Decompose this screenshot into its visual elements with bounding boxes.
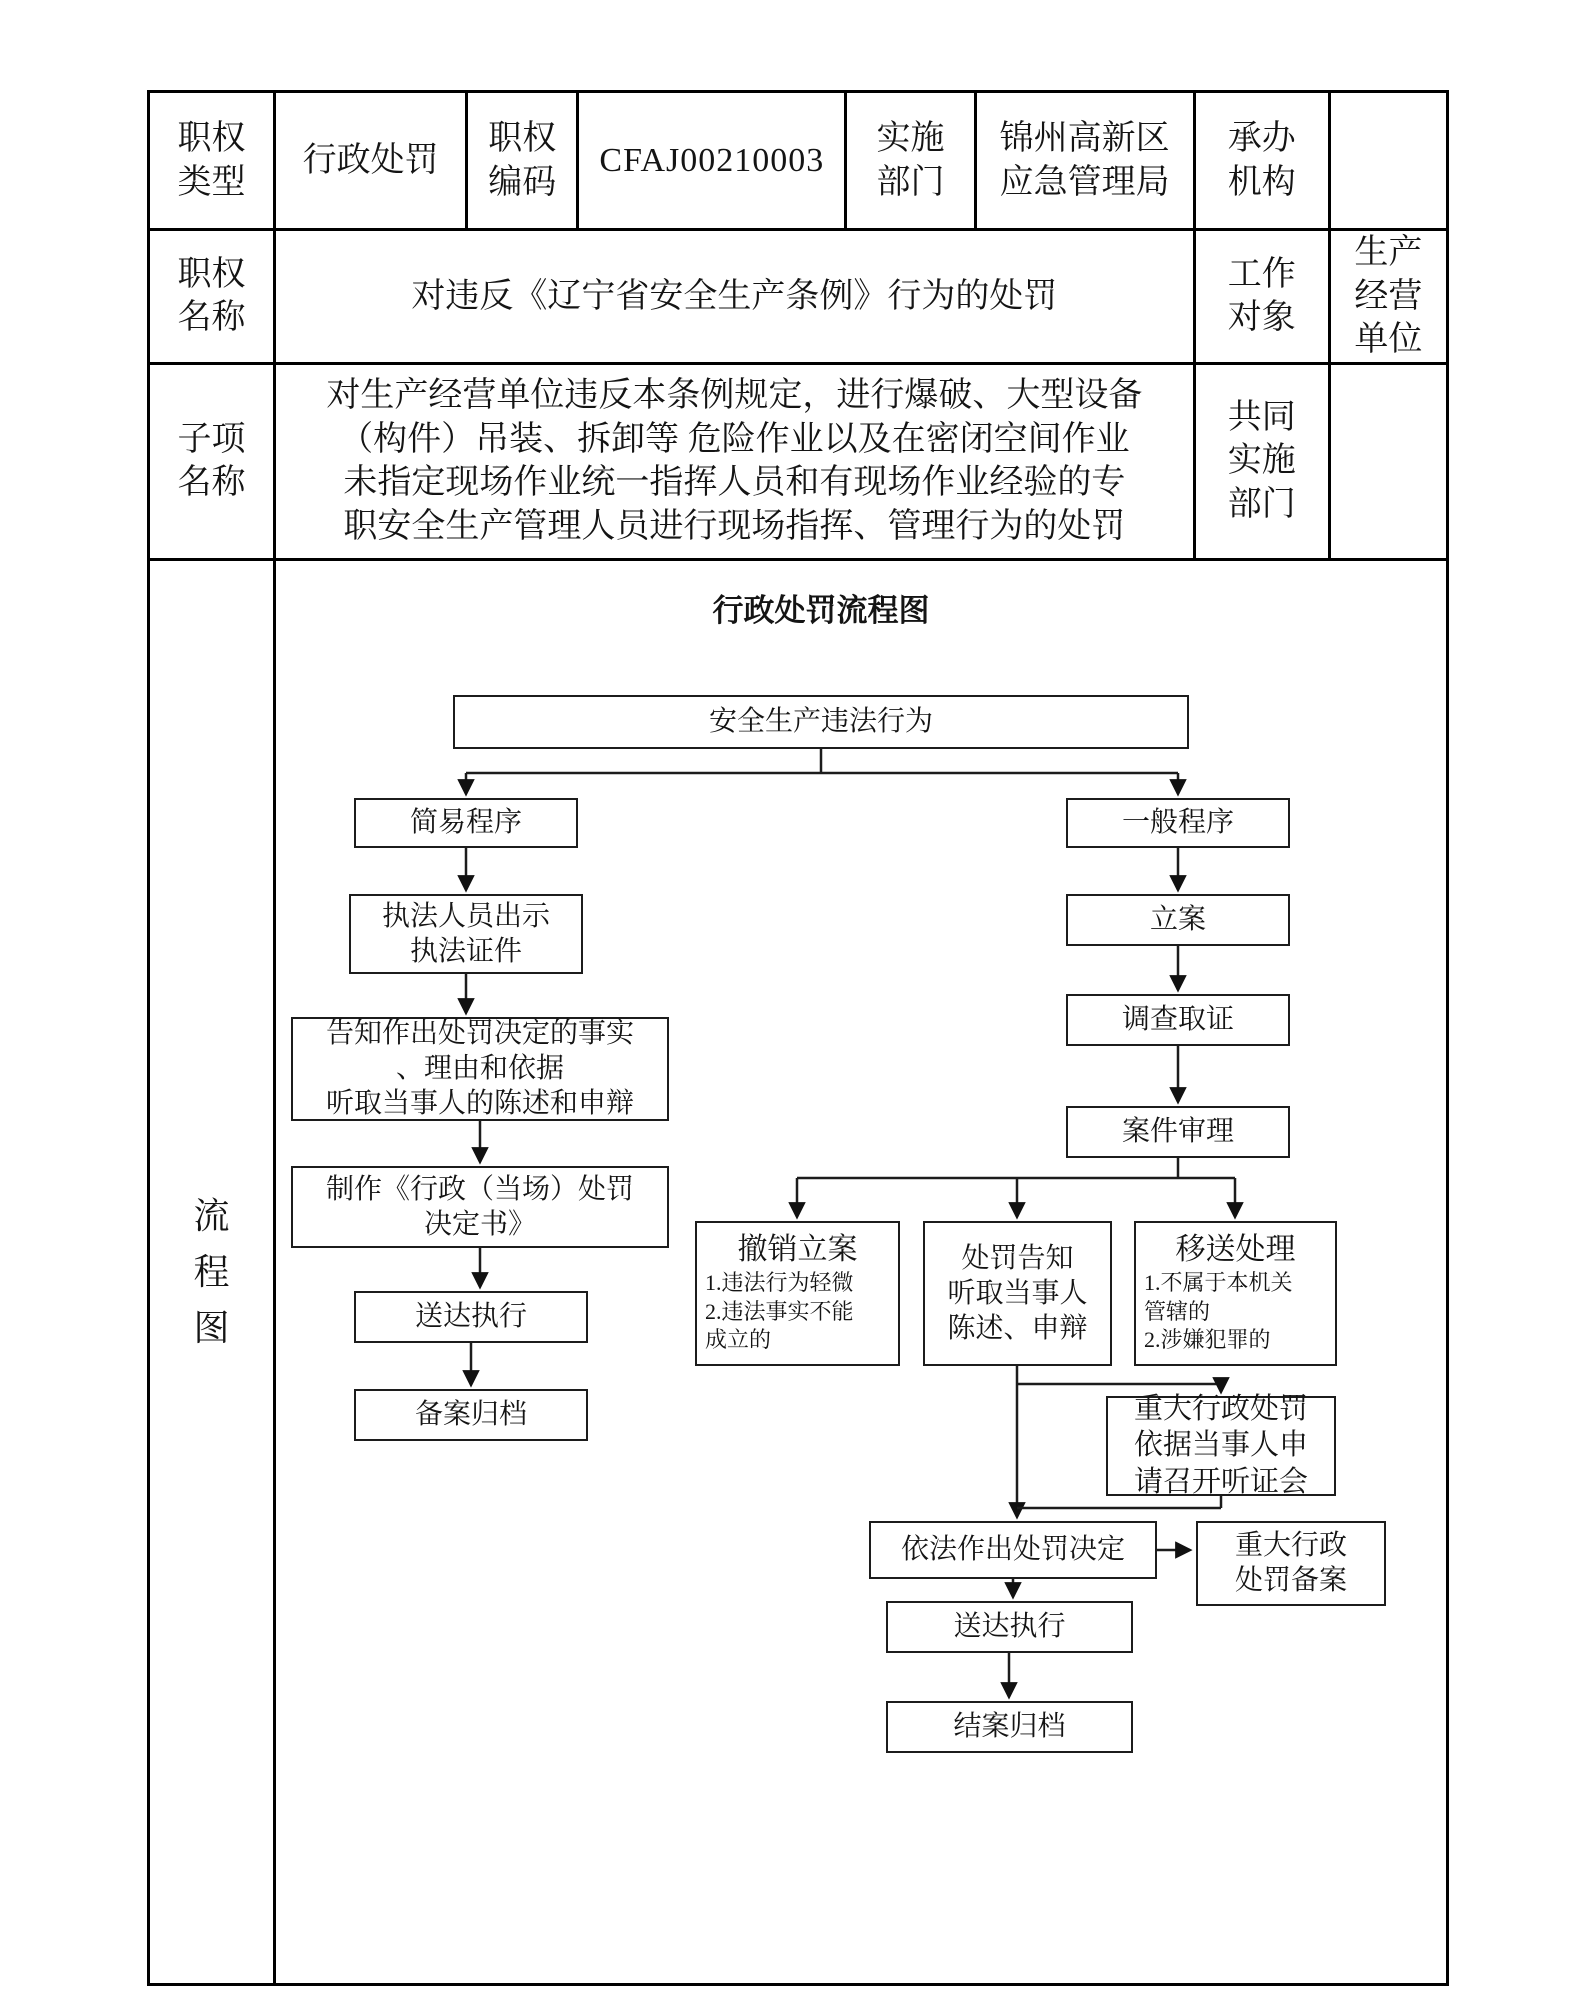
table-row [149,363,1448,559]
flow-node-make-decision-doc [291,1166,669,1248]
authority-type-value: 行政处罚 [302,141,439,179]
subitem-line: （构件）吊装、拆卸等 危险作业以及在密闭空间作业 [339,420,1130,458]
node-note [697,1269,854,1355]
node-line: 告知作出处罚决定的事实 [325,1018,634,1050]
subitem-line: 职安全生产管理人员进行现场指挥、管理行为的处罚 [343,507,1126,545]
implementing-dept-value: 锦州高新区应急管理局 [999,119,1170,201]
subitem-line: 未指定现场作业统一指挥人员和有现场作业经验的专 [343,464,1126,502]
flow-node-major-punishment-record [1196,1521,1386,1606]
table-row [149,92,1448,230]
subitem-line: 对生产经营单位违反本条例规定，进行爆破、大型设备 [326,377,1143,415]
cell-flowchart-label [149,559,275,1984]
work-object-label: 工作对象 [1227,255,1296,337]
node-line: 决定书》 [423,1208,536,1240]
node-line: 执法证件 [409,935,522,967]
cell-flowchart [275,559,1448,1984]
flow-node-file-case: 立案 [1066,894,1290,946]
authority-name-value: 对违反《辽宁省安全生产条例》行为的处罚 [411,277,1058,315]
cell-authority-code-label [467,92,578,230]
table-row [149,559,1448,1984]
node-line: 1.违法行为轻微 [705,1269,854,1295]
flow-node-general-procedure: 一般程序 [1066,798,1290,848]
cell-subitem-name-label [149,363,275,559]
authority-code-value: CFAJ00210003 [599,141,825,179]
subitem-name-label: 子项名称 [177,420,246,502]
cell-undertaking-org-value [1329,92,1447,230]
cell-work-object-label [1194,230,1329,364]
node-line: 管辖的 [1144,1298,1211,1324]
flow-node-simple-procedure: 简易程序 [354,798,578,848]
node-line: 2.违法事实不能 [705,1298,854,1324]
flow-node-investigate: 调查取证 [1066,994,1290,1046]
implementing-dept-label: 实施部门 [876,119,945,201]
node-line: 陈述、申辩 [947,1312,1088,1344]
cell-joint-dept-label [1194,363,1329,559]
node-line: 请召开听证会 [1133,1465,1308,1498]
node-line: 重大行政 [1234,1530,1347,1562]
cell-implementing-dept-value [975,92,1194,230]
cell-authority-name-label [149,230,275,364]
node-line: 听取当事人 [947,1277,1088,1309]
flow-node-make-punishment-decision: 依法作出处罚决定 [869,1521,1157,1579]
authority-table [147,90,1449,1986]
flow-node-close-archive: 结案归档 [886,1701,1133,1753]
flowchart-label: 流程图 [193,1195,230,1348]
flowchart-title: 行政处罚流程图 [712,592,930,628]
flow-node-hearing [1106,1393,1336,1498]
authority-code-label: 职权编码 [488,119,557,201]
node-line: 处罚备案 [1234,1565,1347,1597]
node-line: 1.不属于本机关 [1144,1269,1293,1295]
cell-authority-type-value [275,92,467,230]
flow-node-transfer-handle [1134,1221,1337,1366]
node-line: 处罚告知 [961,1242,1074,1274]
cell-authority-type-label [149,92,275,230]
node-line: 制作《行政（当场）处罚 [325,1173,634,1205]
node-line: 依据当事人申 [1133,1429,1308,1462]
cell-undertaking-org-label [1194,92,1329,230]
undertaking-org-label: 承办机构 [1227,119,1296,201]
flow-node-punishment-notice [923,1221,1112,1366]
flow-node-record-archive: 备案归档 [354,1389,588,1441]
flow-node-case-review: 案件审理 [1066,1106,1290,1158]
node-line: 执法人员出示 [381,900,550,932]
cell-implementing-dept-label [846,92,975,230]
node-title: 移送处理 [1175,1233,1296,1267]
flow-node-deliver-execute-right: 送达执行 [886,1601,1133,1653]
node-line: 2.涉嫌犯罪的 [1144,1327,1271,1353]
flow-node-revoke-case [695,1221,900,1366]
node-line: 重大行政处罚 [1133,1393,1308,1426]
node-line: 听取当事人的陈述和申辩 [325,1088,634,1120]
work-object-value: 生产经营单位 [1354,234,1423,359]
table-row [149,230,1448,364]
flow-node-show-credentials [349,894,583,974]
cell-joint-dept-value [1329,363,1447,559]
flow-node-violation: 安全生产违法行为 [453,695,1189,749]
authority-name-label: 职权名称 [177,255,246,337]
cell-authority-code-value [578,92,846,230]
node-title: 撤销立案 [737,1233,858,1267]
authority-type-label: 职权类型 [177,119,246,201]
joint-dept-label: 共同实施部门 [1227,398,1296,523]
flow-node-inform-facts [291,1017,669,1121]
cell-subitem-name-value [275,363,1195,559]
flow-node-deliver-execute-left: 送达执行 [354,1291,588,1343]
cell-authority-name-value [275,230,1195,364]
cell-work-object-value [1329,230,1447,364]
node-line: 、理由和依据 [395,1053,564,1085]
flowchart [276,561,1446,1983]
node-note [1136,1269,1293,1355]
node-line: 成立的 [705,1327,772,1353]
